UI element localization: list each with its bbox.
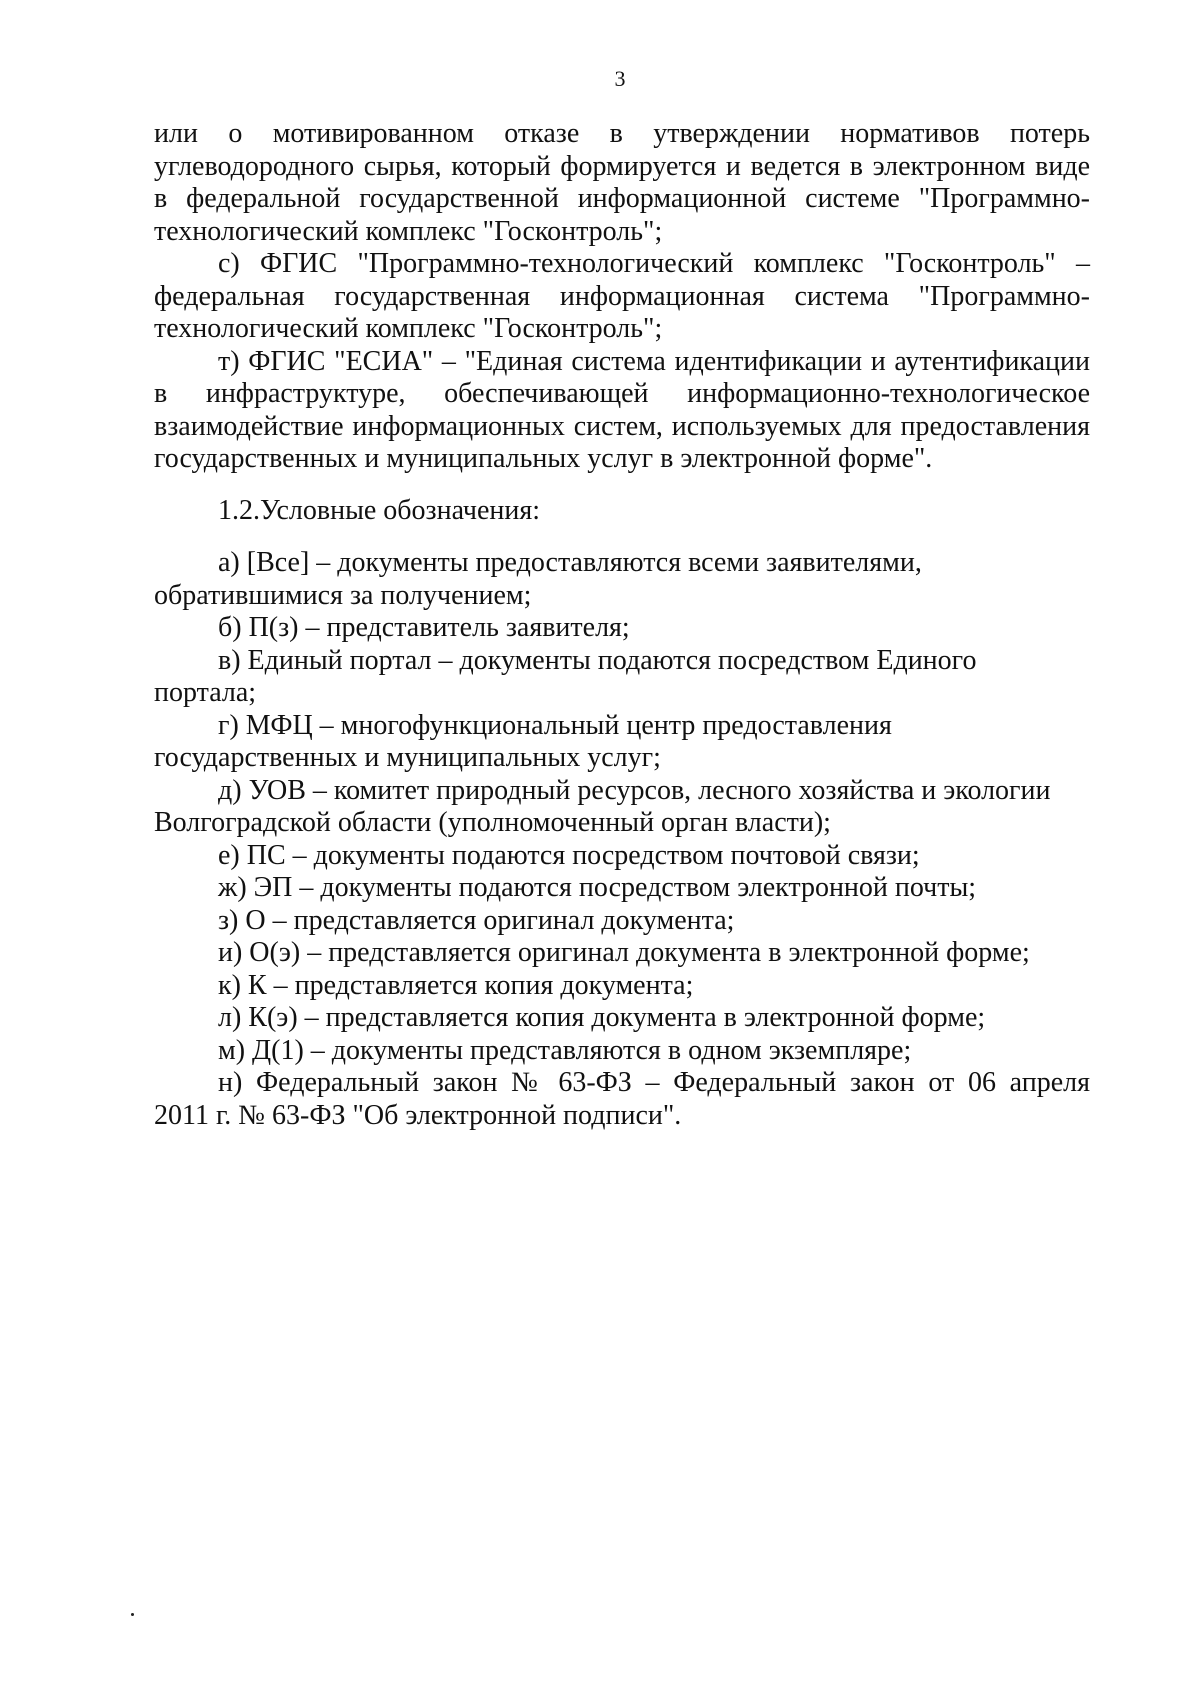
text-line: в инфраструктуре, обеспечивающей информационно-технологическое: [154, 378, 1090, 409]
text-line: углеводородного сырья, который формируется и ведется в электронном виде: [154, 150, 1090, 182]
section-heading: 1.2.Условные обозначения:: [218, 494, 541, 526]
list-item-d: д) УОВ – комитет природный ресурсов, лесного хозяйства и экологии: [218, 774, 1051, 806]
list-item-b: б) П(з) – представитель заявителя;: [218, 612, 630, 643]
text-line: взаимодействие информационных систем, используемых для предоставления: [154, 410, 1090, 442]
list-item-i: и) О(э) – представляется оригинал документа в электронной форме;: [218, 937, 1030, 968]
list-item-z: з) О – представляется оригинал документа;: [218, 904, 735, 936]
list-item-zh: ж) ЭП – документы подаются посредством электронной почты;: [218, 872, 977, 903]
text-line: с) ФГИС "Программно-технологический комплекс "Госконтроль" –: [218, 248, 1090, 279]
text-line: федеральная государственная информационная система "Программно-: [154, 280, 1090, 312]
text-line: государственных и муниципальных услуг в электронной форме".: [154, 443, 933, 474]
text-line: или о мотивированном отказе в утверждении нормативов потерь: [154, 118, 1090, 149]
list-item-v: в) Единый портал – документы подаются посредством Единого: [218, 644, 977, 676]
list-item-v-cont: портала;: [154, 677, 257, 708]
text-line: т) ФГИС "ЕСИА" – "Единая система идентификации и аутентификации: [218, 345, 1090, 377]
list-item-e: е) ПС – документы подаются посредством почтовой связи;: [218, 839, 920, 871]
list-item-g-cont: государственных и муниципальных услуг;: [154, 742, 661, 773]
page-number: 3: [614, 66, 626, 91]
list-item-n-cont: 2011 г. № 63-ФЗ "Об электронной подписи".: [154, 1099, 682, 1131]
list-item-n: н) Федеральный закон № 63-ФЗ – Федеральный закон от 06 апреля: [218, 1067, 1090, 1098]
text-line: в федеральной государственной информационной системе "Программно-: [154, 183, 1090, 214]
list-item-g: г) МФЦ – многофункциональный центр предоставления: [218, 709, 892, 741]
list-item-a: а) [Все] – документы предоставляются всеми заявителями,: [218, 547, 922, 578]
text-line: технологический комплекс "Госконтроль";: [154, 215, 663, 247]
list-item-d-cont: Волгоградской области (уполномоченный орган власти);: [154, 807, 831, 838]
scan-speck: [131, 1613, 134, 1616]
document-body: [154, 118, 1090, 1132]
list-item-a-cont: обратившимися за получением;: [154, 579, 532, 611]
text-line: технологический комплекс "Госконтроль";: [154, 313, 663, 344]
list-item-m: м) Д(1) – документы представляются в одном экземпляре;: [218, 1034, 912, 1066]
list-item-k: к) К – представляется копия документа;: [218, 969, 694, 1001]
list-item-l: л) К(э) – представляется копия документа в электронной форме;: [218, 1002, 986, 1033]
